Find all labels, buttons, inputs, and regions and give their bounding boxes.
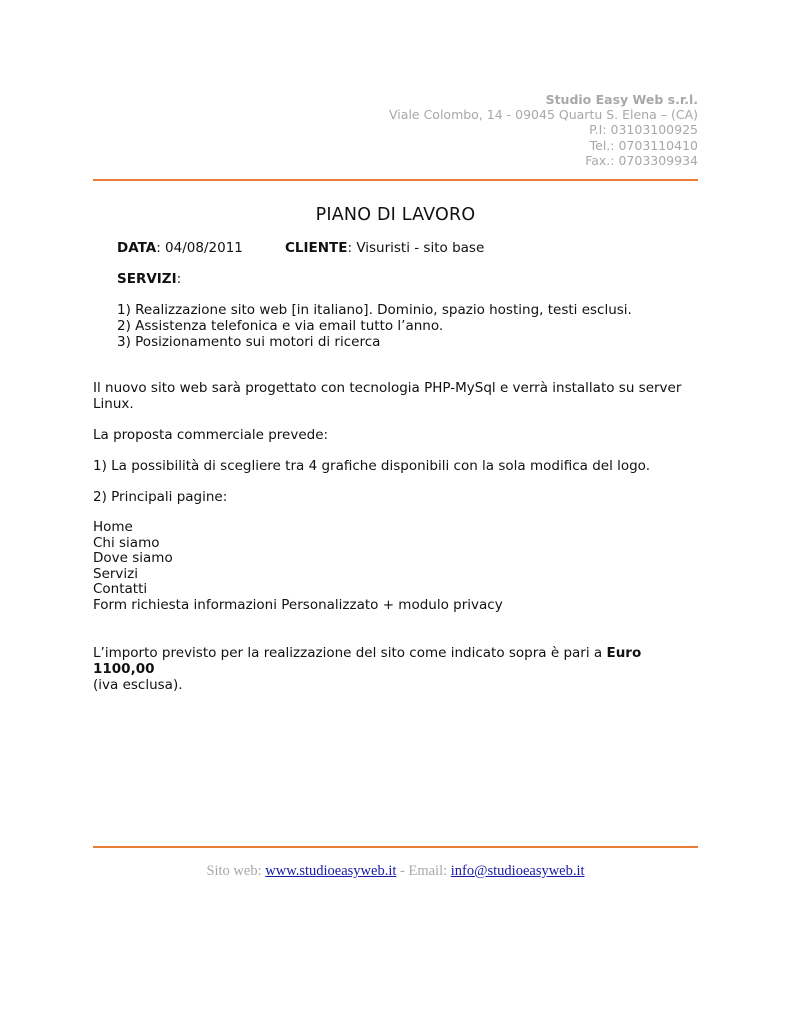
page-item: Form richiesta informazioni Personalizzato + modulo privacy xyxy=(93,596,503,613)
service-item: 1) Realizzazione sito web [in italiano]. Dominio, spazio hosting, testi esclusi. xyxy=(117,302,632,318)
price-paragraph xyxy=(93,645,693,693)
footer-divider xyxy=(93,846,698,848)
footer xyxy=(0,863,791,880)
page-item: Contatti xyxy=(93,581,148,598)
service-item: 3) Posizionamento sui motori di ricerca xyxy=(117,334,381,350)
page-item: Home xyxy=(93,519,133,535)
date-field xyxy=(117,240,285,256)
price-text: L’importo previsto per la realizzazione del sito come indicato sopra è pari a xyxy=(93,645,607,661)
client-value: : Visuristi - sito base xyxy=(347,240,485,256)
client-label: CLIENTE xyxy=(285,240,348,256)
price-amount: Euro 1100,00 xyxy=(93,645,642,677)
proposal-point-2: 2) Principali pagine: xyxy=(93,489,228,505)
services-colon: : xyxy=(176,271,182,287)
services-label: SERVIZI xyxy=(117,271,177,287)
meta-row xyxy=(117,240,484,256)
company-header xyxy=(389,92,698,168)
page-item: Chi siamo xyxy=(93,534,160,551)
services-list xyxy=(117,302,632,350)
page-item: Dove siamo xyxy=(93,550,173,567)
company-fax: Fax.: 0703309934 xyxy=(585,152,698,168)
email-link[interactable]: info@studioeasyweb.it xyxy=(450,863,585,879)
website-link[interactable]: www.studioeasyweb.it xyxy=(265,863,397,879)
proposal-point-1: 1) La possibilità di scegliere tra 4 grafiche disponibili con la sola modifica del logo. xyxy=(93,458,651,474)
page-item: Servizi xyxy=(93,565,139,582)
services-heading xyxy=(117,271,181,287)
company-phone: Tel.: 0703110410 xyxy=(589,137,698,153)
header-divider xyxy=(93,179,698,181)
technology-paragraph: Il nuovo sito web sarà progettato con tecnologia PHP-MySql e verrà installato su server Linux. xyxy=(93,380,682,412)
date-value: : 04/08/2011 xyxy=(156,240,243,256)
company-vat: P.I: 03103100925 xyxy=(589,122,698,138)
price-note: (iva esclusa). xyxy=(93,677,183,693)
client-field xyxy=(285,240,484,256)
pages-list xyxy=(93,520,503,614)
company-name: Studio Easy Web s.r.l. xyxy=(545,92,698,107)
footer-site-label: Sito web: xyxy=(206,863,266,879)
company-address: Viale Colombo, 14 - 09045 Quartu S. Elena – (CA) xyxy=(389,107,698,123)
proposal-intro: La proposta commerciale prevede: xyxy=(93,427,329,443)
date-label: DATA xyxy=(117,240,157,256)
service-item: 2) Assistenza telefonica e via email tutto l’anno. xyxy=(117,318,444,334)
footer-email-label: - Email: xyxy=(396,863,451,879)
document-title: PIANO DI LAVORO xyxy=(315,205,476,225)
